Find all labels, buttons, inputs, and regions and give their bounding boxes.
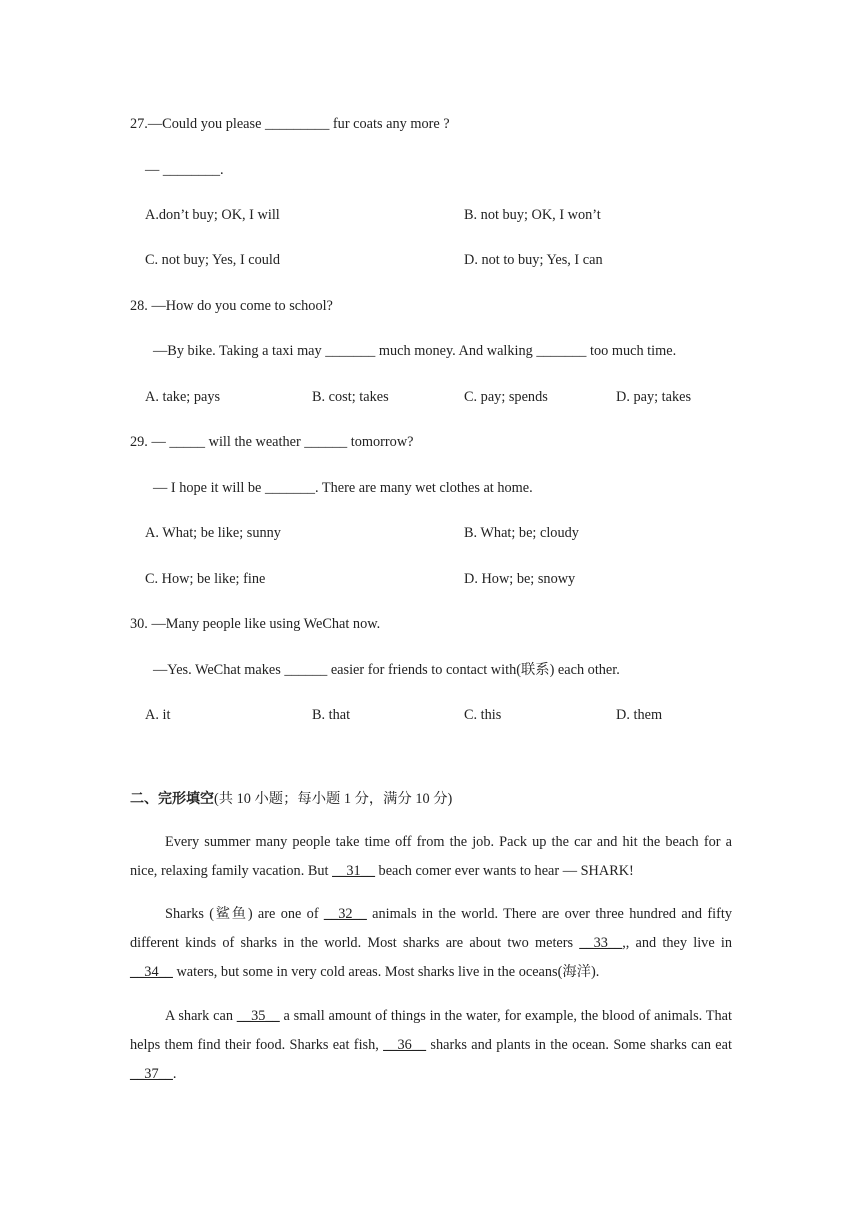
p2-text-1: Sharks (鲨鱼) are one of — [165, 906, 324, 922]
question-30-option-d: D. them — [616, 707, 663, 723]
question-27-option-b: B. not buy; OK, I won’t — [464, 207, 601, 223]
question-30-option-a: A. it — [145, 707, 171, 723]
question-29-option-a: A. What; be like; sunny — [145, 525, 281, 541]
question-27-option-d: D. not to buy; Yes, I can — [464, 252, 603, 268]
passage-paragraph-1 — [130, 828, 732, 886]
question-29-option-d: D. How; be; snowy — [464, 571, 576, 587]
p3-text-3: sharks and plants in the ocean. Some sharks can eat — [426, 1037, 732, 1053]
question-30-stem: 30. —Many people like using WeChat now. — [130, 616, 381, 632]
passage-paragraph-3 — [130, 1002, 732, 1089]
question-28-reply: —By bike. Taking a taxi may _______ much money. And walking _______ too much time. — [153, 343, 677, 359]
question-30-reply: —Yes. WeChat makes ______ easier for friends to contact with(联系) each other. — [153, 662, 620, 678]
question-30-option-b: B. that — [312, 707, 351, 723]
question-27-option-a: A.don’t buy; OK, I will — [145, 207, 280, 223]
blank-33: __33__ — [579, 935, 623, 951]
question-29-option-b: B. What; be; cloudy — [464, 525, 579, 541]
question-29-reply: — I hope it will be _______. There are many wet clothes at home. — [153, 480, 533, 496]
p1-text-1: Every summer many people take time off from the job. Pack up the car and hit the beach for a nice, relaxing family vacation. But — [130, 834, 732, 879]
question-28-option-c: C. pay; spends — [464, 389, 548, 405]
question-28-stem: 28. —How do you come to school? — [130, 298, 333, 314]
p2-text-2: animals in the world. There are over three hundred and fifty different kinds of sharks in the world. Most sharks are about two meters — [130, 906, 732, 951]
blank-35: __35__ — [236, 1008, 280, 1024]
question-29-option-c: C. How; be like; fine — [145, 571, 266, 587]
p3-text-2: a small amount of things in the water, for example, the blood of animals. That helps them find their food. Sharks eat fish, — [130, 1008, 732, 1053]
blank-31: __31__ — [332, 863, 375, 879]
passage-paragraph-2 — [130, 900, 732, 987]
question-28-option-a: A. take; pays — [145, 389, 221, 405]
section-heading — [130, 790, 452, 808]
section-note: (共 10 小题；每小题 1 分，满分 10 分) — [214, 791, 453, 807]
blank-34: __34__ — [130, 964, 173, 980]
question-27-reply: — ________. — [145, 162, 224, 178]
question-28-option-b: B. cost; takes — [312, 389, 389, 405]
blank-32: __32__ — [323, 906, 367, 922]
p2-text-4: waters, but some in very cold areas. Most sharks live in the oceans(海洋). — [172, 964, 600, 980]
p2-text-3: ,, and they live in — [622, 935, 733, 951]
blank-37: __37__ — [130, 1066, 173, 1082]
question-27-stem: 27.—Could you please _________ fur coats any more ? — [130, 116, 450, 132]
section-title: 二、完形填空 — [130, 791, 214, 807]
question-30-option-c: C. this — [464, 707, 502, 723]
question-29-stem: 29. — _____ will the weather ______ tomorrow? — [130, 434, 414, 450]
blank-36: __36__ — [383, 1037, 427, 1053]
p3-text-4: . — [172, 1066, 177, 1082]
p1-text-2: beach comer ever wants to hear — SHARK! — [374, 863, 634, 879]
question-28-option-d: D. pay; takes — [616, 389, 692, 405]
p3-text-1: A shark can — [165, 1008, 237, 1024]
question-27-option-c: C. not buy; Yes, I could — [145, 252, 281, 268]
